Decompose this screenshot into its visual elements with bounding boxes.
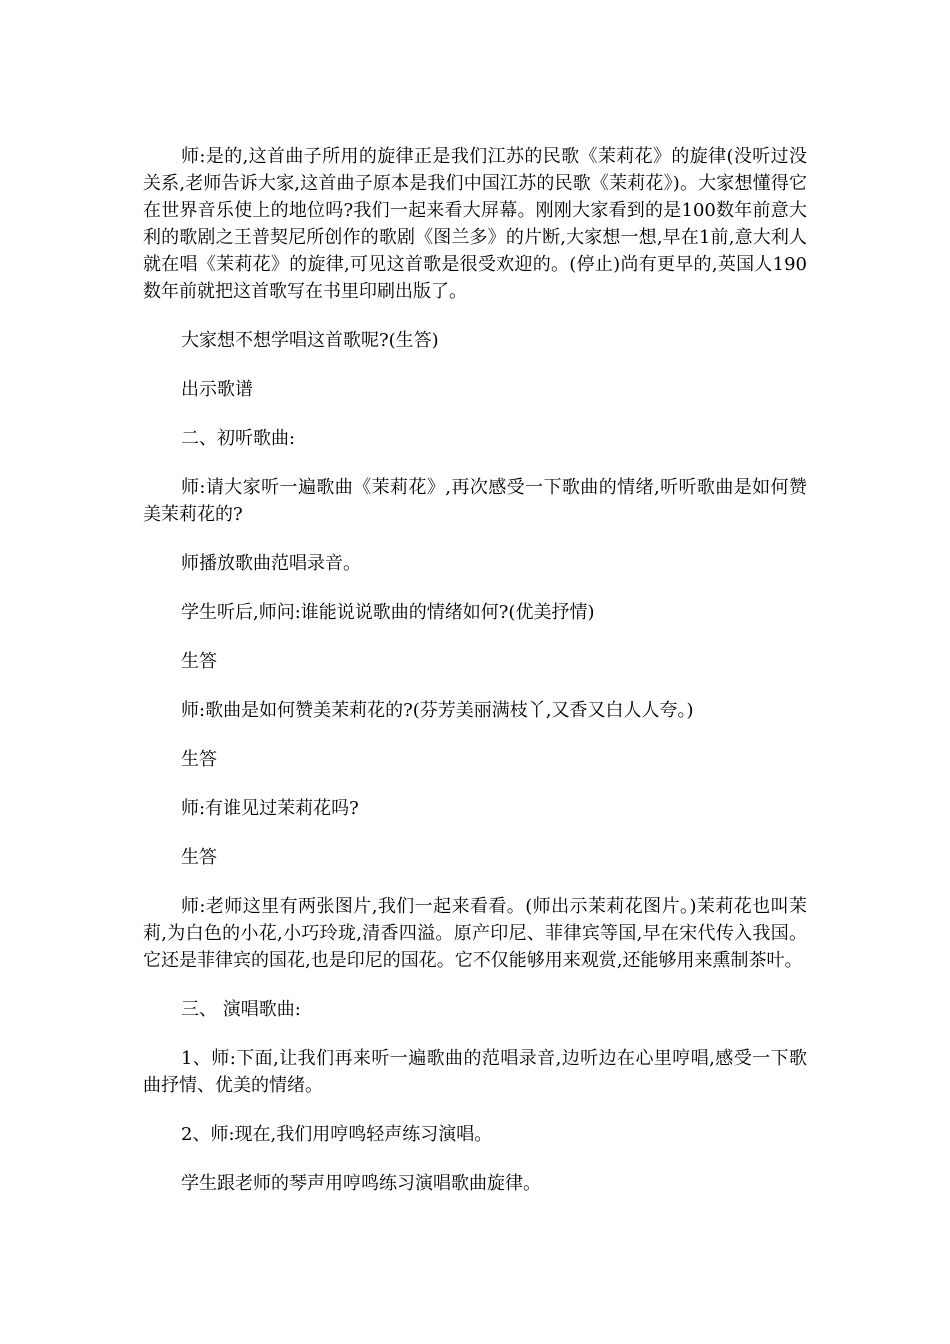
paragraph: 师播放歌曲范唱录音。 [181, 553, 361, 574]
paragraph: 生答 [181, 749, 217, 770]
section-heading: 二、初听歌曲: [181, 428, 296, 449]
paragraph: 1、师:下面,让我们再来听一遍歌曲的范唱录音,边听边在心里哼唱,感受一下歌曲抒情、优美的情绪。 [143, 1048, 807, 1096]
paragraph: 生答 [181, 651, 217, 672]
paragraph: 师:老师这里有两张图片,我们一起来看看。(师出示茉莉花图片。)茉莉花也叫茉莉,为白色的小花,小巧玲珑,清香四溢。原产印尼、菲律宾等国,早在宋代传入我国。它还是菲律宾的国花,也是印尼的国花。它不仅能够用来观赏,还能够用来熏制茶叶。 [143, 896, 807, 971]
paragraph: 师:是的,这首曲子所用的旋律正是我们江苏的民歌《茉莉花》的旋律(没听过没关系,老师告诉大家,这首曲子原本是我们中国江苏的民歌《茉莉花》)。大家想懂得它在世界音乐使上的地位吗?我们一起来看大屏幕。刚刚大家看到的是100数年前意大利的歌剧之王普契尼所创作的歌剧《图兰多》的片断,大家想一想,早在1前,意大利人就在唱《茉莉花》的旋律,可见这首歌是很受欢迎的。(停止)尚有更早的,英国人190数年前就把这首歌写在书里印刷出版了。 [143, 146, 807, 302]
section-heading: 三、 演唱歌曲: [181, 999, 301, 1020]
paragraph: 师:请大家听一遍歌曲《茉莉花》,再次感受一下歌曲的情绪,听听歌曲是如何赞美茉莉花的? [143, 477, 807, 525]
paragraph: 生答 [181, 847, 217, 868]
document-body [143, 143, 807, 1197]
paragraph: 学生听后,师问:谁能说说歌曲的情绪如何?(优美抒情) [181, 602, 595, 623]
paragraph: 2、师:现在,我们用哼鸣轻声练习演唱。 [181, 1124, 493, 1145]
paragraph: 学生跟老师的琴声用哼鸣练习演唱歌曲旋律。 [181, 1173, 541, 1194]
paragraph: 出示歌谱 [181, 379, 253, 400]
paragraph: 师:歌曲是如何赞美茉莉花的?(芬芳美丽满枝丫,又香又白人人夸。) [181, 700, 694, 721]
paragraph: 大家想不想学唱这首歌呢?(生答) [181, 330, 439, 351]
paragraph: 师:有谁见过茉莉花吗? [181, 798, 359, 819]
